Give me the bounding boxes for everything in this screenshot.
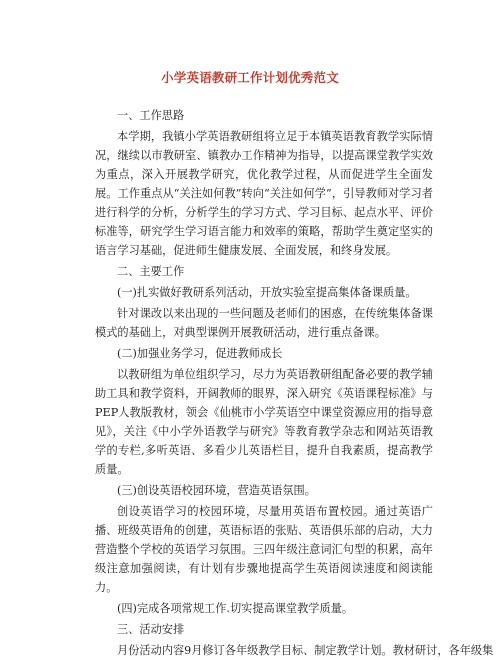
paragraph-campus-environment: 创设英语学习的校园环境，尽量用英语布置校园。通过英语广播、班级英语角的创建，英语标语的张贴、英语俱乐部的启动，大力营造整个学校的英语学习氛围。三四年级注意词汇句型的积累，高年级注意加强阅读，有计划有步骤地提高学生英语阅读速度和阅读能力。 [95, 505, 433, 594]
paragraph-activity-schedule: 月份活动内容9月修订各年级教学目标、制定教学计划。教材研讨，各年级集 [117, 644, 494, 657]
subsection-item-3: (三)创设英语校园环境，营造英语氛围。 [117, 484, 316, 497]
paragraph-collective-lesson-prep: 针对课改以来出现的一些问题及老师们的困惑，在传统集体备课模式的基础上，对典型课例开展教研活动，进行重点备课。 [95, 307, 433, 339]
paragraph-work-approach: 本学期，我镇小学英语教研组将立足于本镇英语教育教学实际情况，继续以市教研室、镇教办工作精神为指导，以提高课堂教学实效为重点，深入开展教学研究，优化教学过程，从而促进学生全面发展。工作重点从“关注如何教”转向“关注如何学”，引导教师对学习者进行科学的分析，分析学生的学习方式、学习目标、起点水平、评价标准等，研究学生学习语言能力和效率的策略，帮助学生奠定坚实的语言学习基础，促进师生健康发展、全面发展，和终身发展。 [95, 130, 433, 257]
paragraph-professional-study: 以教研组为单位组织学习，尽力为英语教研组配备必要的教学辅助工具和教学资料，开阔教师的眼界，深入研究《英语课程标准》与PEP人教版教材，领会《仙桃市小学英语空中课堂资源应用的指导意见》，关注《中小学外语教学与研究》等教育教学杂志和网站英语教学的专栏,多听英语、多看少儿英语栏目，提升自我素质，提高教学质量。 [95, 368, 433, 476]
subsection-item-2: (二)加强业务学习，促进教师成长 [117, 347, 283, 360]
section-heading-3: 三、活动安排 [117, 623, 185, 636]
document-title: 小学英语教研工作计划优秀范文 [161, 70, 339, 85]
subsection-item-4: (四)完成各项常规工作.切实提高课堂教学质量。 [117, 602, 354, 615]
section-heading-2: 二、主要工作 [117, 265, 185, 278]
document-body [95, 104, 494, 660]
section-heading-1: 一、工作思路 [117, 109, 185, 122]
subsection-item-1: (一)扎实做好教研系列活动，开放实验室提高集体备课质量。 [117, 286, 417, 299]
